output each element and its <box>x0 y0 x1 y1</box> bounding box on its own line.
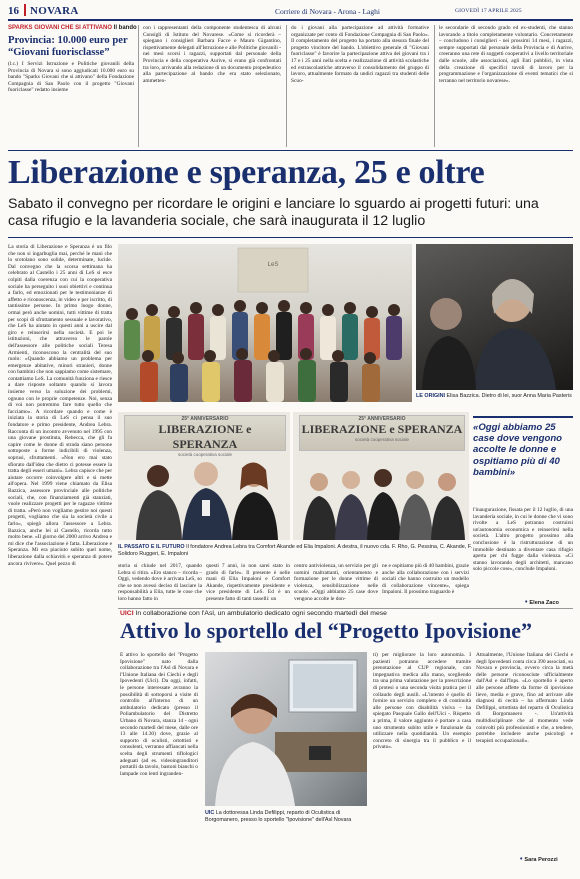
banner-top-text: 25° ANNIVERSARIO <box>181 416 229 422</box>
byline-1 <box>525 599 559 606</box>
banner-top-text-2: 25° ANNIVERSARIO <box>358 416 406 422</box>
brief-text-col4: le secondarie di secondo grado ed ex-studenti, che stanno lavorando a titolo completamente volontario. Concretamente – concludono i consiglieri - nei prossimi 14 mesi, i ragazzi, sempre supportati dal personale della Provincia e di Aurive, creeranno una rete di soggetti cooperativi a livello territoriale dalle scuole, alle associazioni, agli Enti pubblici, in vista della creazione di specifici tavoli di lavoro per la programmazione e l'organizzazione di eventi tematici che si terranno nel territorio novarese». <box>439 25 573 84</box>
article-mid-col2: questi 7 anni, io non sarei stato in grado di farle». Il presente è nelle mani di Elia Impaloni e Comfort Akande, rispettivamente presidente e vice presidente di LeS. Ed è un presente fatto di tanti tasselli: un <box>206 563 290 602</box>
article2-kicker-rest: In collaborazione con l'Asl, un ambulatorio dedicato ogni secondo martedì del mese <box>133 610 387 617</box>
banner-sub-text: società cooperativa sociale <box>177 452 233 457</box>
header-separator <box>24 4 26 16</box>
byline-2 <box>520 856 558 863</box>
caption-uici <box>205 810 369 823</box>
section-name: NOVARA <box>30 5 79 17</box>
article2-col2: ti) per migliorare la loro autonomia. I pazienti potranno accedere tramite prenotazione al CUP regionale, con impegnativa medica alla mano, scegliendo tra una prima valutazione per la prescrizione di protesi o una seconda visita pratica per il collaudo degli ausili. «L'intento è quello di fornire un servizio completo e di continuità alle persone con disabilità visiva – ha spiegato Pasquale Gallo dell'Uici -. Rispetto a prima, il valore aggiunto è portare a casa uno strumento subito utile e funzionale da utilizzare nella quotidianità. Un esempio concreto di sinergia tra il pubblico e il privato». <box>373 652 471 751</box>
article-subheadline: Sabato il convegno per ricordare le origini e lanciare lo sguardo ai progetti futuri: una casa rifugio e la lavanderia sociale, che sarà inaugurata il 12 luglio <box>8 196 539 229</box>
column-divider <box>286 25 287 147</box>
brief-text-col2: con i rappresentanti della componente studentesca di alcuni Consigli di Istituto del Novarese. «Come si ricorderà – spiegano i consiglieri Barbara Facce e Mauro Gigantino, rispettivamente delegati all'Istruzione e alle Politiche giovanili - nei mesi scorsi i ragazzi, supportati dal personale della Provincia e della cooperativa Aurive, si erano già confrontati tra loro, arrivando alla redazione di un documento propedeutico alla partecipazione al bando che era stato selezionato, ammetten- <box>143 25 281 84</box>
bazzica-photo <box>416 244 573 390</box>
article2-headline: Attivo lo sportello del “Progetto Ipovisione” <box>120 618 533 643</box>
article-mid-col1: storia si chiude nel 2017, quando Lebra si ritira. «Ero stanco – ricorda – Oggi, vedendo dove è arrivata LeS, so che se non avessi deciso di lasciare la responsabilità a Elia, tutte le cose che loro hanno fatto in <box>118 563 202 602</box>
article-mid-col3: centro antiviolenza, un servizio per gli uomini maltrattanti, orientamento e formazione per le donne vittime di violenza, sensibilizzazione nelle scuole. «Oggi abbiamo 25 case dove vengono accolte le don- <box>294 563 378 602</box>
article2-top-rule <box>118 608 573 609</box>
article2-col1: È attivo lo sportello del "Progetto Ipovisione" nato dalla collaborazione tra l'Asl di Novara e l'Unione Italiana dei Ciechi e degli Ipovedenti (Uici). Da oggi, infatti, le persone interessate avranno la possibilità di sottoporsi a visite di controllo all'interno di un ambulatorio dedicato (presso il Poliambulatorio del Distretto Urbano di Novara, stanza 14 - ogni secondo martedì del mese, dalle ore 13 alle 14.30) dove, grazie al supporto di oculisti, ortottisti e consulenti, verranno affiancati nella scelta degli strumenti tiflologici adeguati (ad es. videoingranditori portatili da tavolo, bastoni bianchi o lampade con lenti ingranden- <box>120 652 198 777</box>
board-photo <box>293 412 469 540</box>
brief-text-col3: do i giovani alla partecipazione ad attività formative organizzate per conto di Fondazione Compagnia di San Paolo». Il completamento del progetto ha portato alla stesura finale del progetto vincitore del bando. L'obiettivo generale di "Giovani fuoriclasse" è favorire la partecipazione attiva dei giovani tra i 17 e i 25 anni nella scelta e realizzazione di attività scolastiche ed extrascolastiche attraverso il consolidamento del gruppo di lavoro, attualmente formato da undici ragazzi tra studenti delle Scuo- <box>291 25 429 84</box>
caption-origini <box>416 393 573 400</box>
issue-date: GIOVEDÌ 17 APRILE 2025 <box>455 8 522 14</box>
article2-kicker <box>120 610 387 617</box>
column-divider <box>434 25 435 147</box>
caption-uici-label: UIC <box>205 810 215 816</box>
banner-main-text-2: LIBERAZIONE e SPERANZA <box>301 422 463 436</box>
article2-col3: Attualmente, l'Unione Italiana dei Ciechi e degli Ipovedenti conta circa 390 associati, su Novara e provincia, ovvero circa la metà delle persone riconosciute ufficialmente dall'Asl e dall'Inps. «Lo sportello è aperto alle persone affette da forme di ipovisione lieve, media e grave, fino ad arrivare alle diagnosi di cecità – ha affermato Linda Defilippi, ortottista del reparto di Oculistica di Borgomanero -. Un'attività multidisciplinare che al momento vede coinvolti più professionisti e che, a tendere, potrebbe includere anche psicologi e terapisti occupazionali». <box>476 652 573 744</box>
article2-kicker-highlight: UICI <box>120 610 134 617</box>
brief-kicker-highlight: SPARKS GIOVANI CHE SI ATTIVANO <box>8 25 113 31</box>
article-left-column: La storia di Liberazione e Speranza è un filo che non si ingarbuglia mai, perché le mani che lo srotolano sono solide, determinate, lucide. Dal convegno che la scorsa settimana ha celebrato al Castello i 25 anni di LeS si esce colpiti dalla coerenza con cui la cooperativa sociale ha perseguito i suoi obiettivi e continua a farlo, ed emozionati per le testimonianze di affetto e riconoscenza, in video e per iscritto, di tantissime persone. In primo luogo donne, ormai però anche uomini, tutti vittime di tratta per scopi di sfruttamento sessuale e lavorativo, che LeS ha aiutato in questi anni a uscire dal giro e reinserirsi nella società. E poi le istituzioni, che attraverso le parole dell'assessore alle politiche sociali Teresa Armienti, riconoscono la centralità del suo ruolo: «Quando abbiamo un problema per emergenze abitative, minori stranieri, donne con bambini che non sappiamo come sistemare, contattiamo LeS. La comunità funziona e riesce a dare risposte soltanto quando si lavora insieme verso la soluzione dei problemi, ognuno con le proprie competenze. Noi, senza di voi non potremmo fare tutto quello che facciamo». A ricordare quando e come è iniziata la storia di LeS ci pensa il suo fondatore e primo presidente, Andrea Lebra. Racconta di un incontro avvenuto nel 1995 con una giovane prostituta, Rebecca, che gli fa capire come le donne di strada siano persone sottoposte a forme indicibili di violenza, soprusi, sfruttamenti. «Non ero mai stato sfiorato dall'idea che dietro ci potesse essere la tratta degli esseri umani». Lebra capisce che per aiutare occorre coinvolgere altri e si mette all'opera. Nel 1999 viene chiamato da Elisa Bazzica, assessore provinciale alle politiche sociali, che, con finanziamenti già stanziati, vuole realizzare progetti per le ragazze vittime di tratta. «Però non vogliamo gestire noi questi progetti, vogliamo che sia la società civile a farlo», spiegò allora l'assessore a Lebra. Bazzica, anche lei al Castello, ricorda tutto molto bene. «Il giorno del 2000 arrivo Andrea e mi dice che l'associazione è fatta. Liberazione e Speranza. Mi era piaciuto subito quel nome, liberazione dalla schiavitù e speranza di potere ancora rivivere». Quel pezzo di <box>8 244 112 567</box>
byline-bullet: • <box>525 599 530 606</box>
ipovisione-photo-illustration <box>205 652 367 806</box>
caption-origini-text: Elisa Bazzica. Dietro di lei, suor Anna Maria Pasteris <box>445 393 572 399</box>
brief-kicker <box>8 25 137 31</box>
headline-rule <box>8 237 573 238</box>
column-divider <box>138 25 139 147</box>
newspaper-name: Corriere di Novara - Arona - Laghi <box>275 7 380 16</box>
brief-title: Provincia: 10.000 euro per “Giovani fuorisclasse” <box>8 35 128 58</box>
quote-rule <box>473 416 573 418</box>
brief-bottom-rule <box>8 150 573 151</box>
banner-main-text: LIBERAZIONE e SPERANZA <box>158 422 252 451</box>
article-headline: Liberazione e speranza, 25 e oltre <box>8 154 485 191</box>
board-photo-illustration <box>293 412 469 540</box>
pull-quote: «Oggi abbiamo 25 case dove vengono accolte le donne e ospitiamo più di 40 bambini» <box>473 422 563 478</box>
group-photo-illustration <box>118 244 412 402</box>
brief-text-col1: (l.c.) I Servizi Istruzione e Politiche giovanili della Provincia di Novara si sono aggiudicati 10.000 euro su bando "Sparks Giovani che si attivano" della Fondazione Compagnia di San Paolo con il progetto "Giovani fuoriclasse" redatto insieme <box>8 61 134 94</box>
brief-kicker-rest: Il bando <box>112 25 137 31</box>
caption-passato-text: Il fondatore Andrea Lebra tra Comfort Akande ed Elia Impaloni. A destra, il nuovo cda. F. Rho, G. Pessina, C. Akande, F. Solidoro Ruggeri, E. Impaloni <box>118 544 472 557</box>
ipovisione-photo <box>205 652 367 806</box>
page-number: 16 <box>8 5 19 17</box>
caption-passato <box>118 544 472 557</box>
banner-text: LeS <box>267 262 279 268</box>
caption-origini-label: LE ORIGINI <box>416 393 446 399</box>
caption-passato-label: IL PASSATO E IL FUTURO <box>118 544 185 550</box>
article-mid-col4: ne e ospitiamo più di 40 bambini, grazie anche alla collaborazione con i servizi sociali che hanno costruito un modello di collaborazione vincente», spiega Impaloni. Il prossimo traguardo è <box>382 563 469 596</box>
byline-1-name: Elena Zaco <box>529 600 559 606</box>
founder-photo-illustration <box>118 412 290 540</box>
caption-uici-text: La dottoressa Linda Defilippi, reparto di Oculistica di Borgomanero, presso lo sportello "Ipovisione" dell'Asl Novara <box>205 810 352 823</box>
article-right-col: l'inaugurazione, fissata per il 12 luglio, di una lavanderia sociale, in cui le donne che vi sono rivolte a LeS potranno costruirsi un'autonomia economica e reinserirsi nella società. L'altro progetto prossimo alla conclusione è la ristrutturazione di un immobile destinato a diventare casa rifugio aperta per chi fugge dalla violenza. «Ci stanno lavorando degli architetti, mancano solo piccole cose», conclude Impaloni. <box>473 507 573 573</box>
header-rule <box>8 19 573 21</box>
byline-bullet-2: • <box>520 856 525 863</box>
group-photo <box>118 244 412 402</box>
bazzica-photo-illustration <box>416 244 573 390</box>
founder-photo <box>118 412 290 540</box>
byline-2-name: Sara Perozzi <box>524 857 558 863</box>
banner-sub-text-2: società cooperativa sociale <box>354 437 410 442</box>
